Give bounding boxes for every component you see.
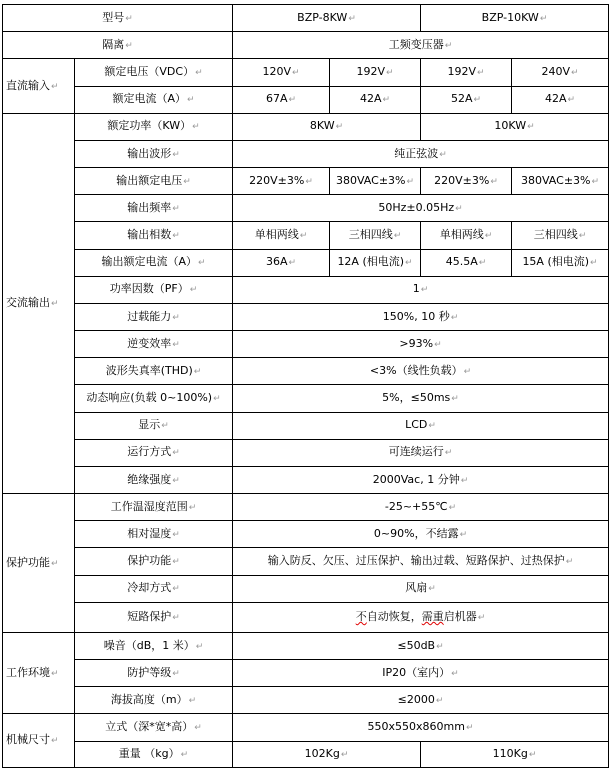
efficiency-label: 逆变效率 ↵ — [75, 331, 233, 358]
group-environment: 工作环境 ↵ — [3, 632, 75, 714]
cell-value: 67A ↵ — [233, 86, 330, 113]
row-dynamic — [3, 385, 609, 412]
model-b: BZP-10KW ↵ — [421, 5, 609, 32]
model-label: 型号 ↵ — [3, 5, 233, 32]
cell-value: 10KW ↵ — [421, 113, 609, 140]
ac-current-label: 输出额定电流（A） ↵ — [75, 249, 233, 276]
altitude-label: 海拔高度（m） ↵ — [75, 687, 233, 714]
overload-label: 过载能力 ↵ — [75, 303, 233, 330]
cell-value: 单相两线 ↵ — [421, 222, 512, 249]
weight-label: 重量 （kg） ↵ — [75, 741, 233, 767]
spell-mark-1: 不 — [355, 609, 367, 623]
thd-label: 波形失真率(THD) ↵ — [75, 358, 233, 385]
humidity-label: 相对湿度 ↵ — [75, 521, 233, 548]
cell-value: -25~+55℃ ↵ — [233, 494, 609, 521]
cell-value: 1 ↵ — [233, 276, 609, 303]
cell-value: 220V±3% ↵ — [421, 168, 512, 195]
cell-value: 风扇 ↵ — [233, 575, 609, 602]
cell-value: ≤2000 ↵ — [233, 687, 609, 714]
row-ip — [3, 660, 609, 687]
spec-table — [2, 4, 609, 768]
cell-value: 输入防反、欠压、过压保护、输出过载、短路保护、过热保护 ↵ — [233, 548, 609, 575]
cooling-label: 冷却方式 ↵ — [75, 575, 233, 602]
spell-mark-2: 需重 — [421, 609, 444, 623]
cell-value: 192V ↵ — [330, 59, 421, 86]
cell-value: 2000Vac, 1 分钟 ↵ — [233, 466, 609, 493]
ac-phases-label: 输出相数 ↵ — [75, 222, 233, 249]
cell-value: 120V ↵ — [233, 59, 330, 86]
cell-value: 192V ↵ — [421, 59, 512, 86]
temp-range-label: 工作温湿度范围 ↵ — [75, 494, 233, 521]
cell-value: 380VAC±3% ↵ — [330, 168, 421, 195]
row-ac-waveform — [3, 140, 609, 167]
cell-value: 5%，≤50ms ↵ — [233, 385, 609, 412]
cell-value: 50Hz±0.05Hz ↵ — [233, 195, 609, 222]
cell-value: 12A (相电流) ↵ — [330, 249, 421, 276]
row-altitude — [3, 687, 609, 714]
cell-value: 42A ↵ — [512, 86, 609, 113]
row-ac-voltage — [3, 168, 609, 195]
cell-value: 102Kg ↵ — [233, 741, 421, 767]
cell-value: 三相四线 ↵ — [512, 222, 609, 249]
cell-value: 550x550x860mm ↵ — [233, 714, 609, 741]
value-part: 启机器 — [443, 609, 477, 623]
row-ac-power — [3, 113, 609, 140]
insulation-label: 绝缘强度 ↵ — [75, 466, 233, 493]
cell-value: 单相两线 ↵ — [233, 222, 330, 249]
ac-voltage-label: 输出额定电压 ↵ — [75, 168, 233, 195]
cell-value: >93% ↵ — [233, 331, 609, 358]
row-power-factor — [3, 276, 609, 303]
cell-value: 110Kg ↵ — [421, 741, 609, 767]
model-a: BZP-8KW ↵ — [233, 5, 421, 32]
row-dc-current — [3, 86, 609, 113]
short-circuit-label: 短路保护 ↵ — [75, 602, 233, 632]
cell-value: 380VAC±3% ↵ — [512, 168, 609, 195]
row-temp-range — [3, 494, 609, 521]
cell-value: 36A ↵ — [233, 249, 330, 276]
ac-power-label: 额定功率（KW） ↵ — [75, 113, 233, 140]
cell-value: 15A (相电流) ↵ — [512, 249, 609, 276]
cell-value: LCD ↵ — [233, 412, 609, 439]
row-ac-phases — [3, 222, 609, 249]
row-ac-current — [3, 249, 609, 276]
row-thd — [3, 358, 609, 385]
group-dc-input: 直流输入 ↵ — [3, 59, 75, 113]
row-protection-functions — [3, 548, 609, 575]
mode-label: 运行方式 ↵ — [75, 439, 233, 466]
group-mechanical: 机械尺寸 ↵ — [3, 714, 75, 768]
isolation-value: 工频变压器 ↵ — [233, 32, 609, 59]
row-ac-frequency — [3, 195, 609, 222]
ip-label: 防护等级 ↵ — [75, 660, 233, 687]
cell-value: 纯正弦波 ↵ — [233, 140, 609, 167]
protection-functions-label: 保护功能 ↵ — [75, 548, 233, 575]
cell-value: 220V±3% ↵ — [233, 168, 330, 195]
power-factor-label: 功率因数（PF） ↵ — [75, 276, 233, 303]
cell-value: 150%, 10 秒 ↵ — [233, 303, 609, 330]
row-weight — [3, 741, 609, 767]
cell-value: 三相四线 ↵ — [330, 222, 421, 249]
row-insulation — [3, 466, 609, 493]
cell-value: 8KW ↵ — [233, 113, 421, 140]
cell-value: 可连续运行 ↵ — [233, 439, 609, 466]
row-noise — [3, 632, 609, 659]
cell-value: IP20（室内） ↵ — [233, 660, 609, 687]
ac-frequency-label: 输出频率 ↵ — [75, 195, 233, 222]
noise-label: 噪音（dB，1 米） ↵ — [75, 632, 233, 659]
cell-value: 45.5A ↵ — [421, 249, 512, 276]
dc-current-label: 额定电流（A） ↵ — [75, 86, 233, 113]
row-humidity — [3, 521, 609, 548]
row-dc-voltage — [3, 59, 609, 86]
row-short-circuit — [3, 602, 609, 632]
cell-value: 0~90%，不结露 ↵ — [233, 521, 609, 548]
row-model — [3, 5, 609, 32]
cell-value: ≤50dB ↵ — [233, 632, 609, 659]
row-display — [3, 412, 609, 439]
cell-value: <3%（线性负载） ↵ — [233, 358, 609, 385]
row-overload — [3, 303, 609, 330]
row-isolation — [3, 32, 609, 59]
size-label: 立式（深*宽*高） ↵ — [75, 714, 233, 741]
group-protection: 保护功能 ↵ — [3, 494, 75, 633]
ac-waveform-label: 输出波形 ↵ — [75, 140, 233, 167]
dynamic-label: 动态响应(负载 0~100%) ↵ — [75, 385, 233, 412]
row-cooling — [3, 575, 609, 602]
display-label: 显示 ↵ — [75, 412, 233, 439]
cell-value: 42A ↵ — [330, 86, 421, 113]
dc-voltage-label: 额定电压（VDC） ↵ — [75, 59, 233, 86]
cell-value: 52A ↵ — [421, 86, 512, 113]
isolation-label: 隔离 ↵ — [3, 32, 233, 59]
row-size — [3, 714, 609, 741]
cell-value: 240V ↵ — [512, 59, 609, 86]
row-mode — [3, 439, 609, 466]
group-ac-output: 交流输出 ↵ — [3, 113, 75, 493]
short-circuit-value — [233, 602, 609, 632]
row-efficiency — [3, 331, 609, 358]
value-part: 自动恢复， — [366, 609, 422, 623]
